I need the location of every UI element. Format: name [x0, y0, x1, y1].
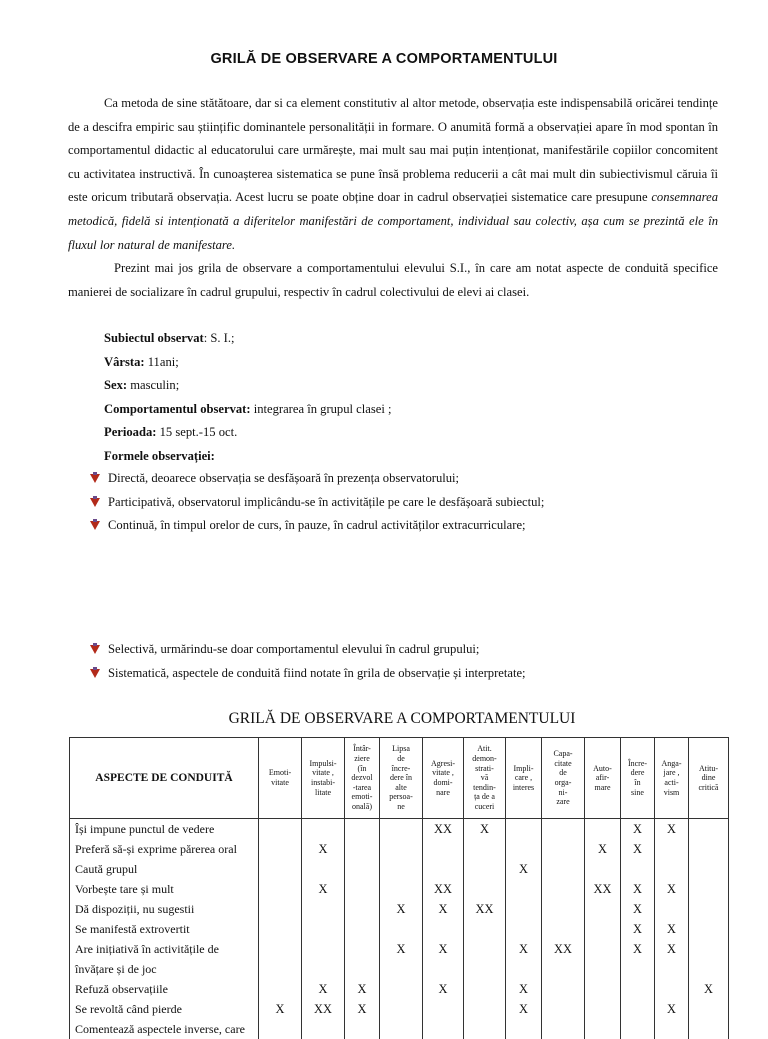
mark-cell — [542, 979, 585, 999]
mark-cell — [259, 899, 302, 919]
mark-cell — [585, 819, 621, 840]
mark-cell — [689, 839, 729, 859]
mark-cell — [621, 959, 655, 979]
table-title: GRILĂ DE OBSERVARE A COMPORTAMENTULUI — [0, 710, 768, 728]
table-body — [70, 819, 729, 1039]
mark-cell — [689, 899, 729, 919]
forms-list-second — [88, 638, 526, 685]
mark-cell — [542, 879, 585, 899]
table-row — [70, 939, 729, 959]
list-item-text: Participativă, observatorul implicându-se în activitățile pe care le desfășoară subiectul; — [108, 495, 544, 509]
list-item — [88, 467, 544, 491]
bullet-arrow-icon — [90, 521, 100, 530]
column-header: Anga- jare , acti- vism — [655, 738, 689, 819]
aspect-cell: Refuză observațiile — [70, 979, 259, 999]
aspect-cell: Se manifestă extrovertit — [70, 919, 259, 939]
mark-cell — [380, 879, 423, 899]
bullet-arrow-icon — [90, 645, 100, 654]
mark-cell: X — [345, 999, 380, 1019]
mark-cell — [423, 1019, 464, 1039]
mark-cell — [380, 919, 423, 939]
column-header: Agresi- vitate , domi- nare — [423, 738, 464, 819]
table-row — [70, 979, 729, 999]
behavior-value: integrarea în grupul clasei ; — [251, 402, 392, 416]
page-title: GRILĂ DE OBSERVARE A COMPORTAMENTULUI — [0, 51, 768, 67]
table-row — [70, 959, 729, 979]
mark-cell — [689, 879, 729, 899]
mark-cell — [689, 919, 729, 939]
mark-cell — [506, 839, 542, 859]
intro-text: Ca metoda de sine stătătoare, dar si ca element constitutiv al altor metode, observația este indispensabilă oricărei tendințe de a descifra empiric sau științific dominantele personalității in formare. O anumită formă a observației apare în mod spontan în comportamentul didactic al educatorului care urmărește, mai mult sau mai puțin intenționat, manifestările copiilor concomitent cu activitatea instructivă. În cunoașterea sistematica se pune însă problema reducerii a cât mai mult din subiectivismul căruia îi este oricum tributară observația. Acest lucru se poate obține doar in cadrul observației sistematice care presupune — [68, 96, 718, 204]
mark-cell — [380, 999, 423, 1019]
mark-cell — [302, 859, 345, 879]
mark-cell — [689, 859, 729, 879]
mark-cell: X — [655, 819, 689, 840]
mark-cell — [380, 859, 423, 879]
mark-cell — [345, 879, 380, 899]
mark-cell — [259, 1019, 302, 1039]
list-item — [88, 662, 526, 686]
mark-cell — [689, 939, 729, 959]
mark-cell: X — [464, 819, 506, 840]
bullet-arrow-icon — [90, 669, 100, 678]
mark-cell: XX — [585, 879, 621, 899]
list-item-text: Directă, deoarece observația se desfășoară în prezența observatorului; — [108, 471, 459, 485]
mark-cell — [655, 839, 689, 859]
mark-cell — [689, 819, 729, 840]
column-header: Atitu- dine critică — [689, 738, 729, 819]
intro-italic-text: consemnarea metodică, fidelă si intenționată a diferitelor manifestări de comportament, individual sau colectiv, așa cum se prezintă ele în fluxul lor natural de manifestare. — [68, 190, 718, 251]
mark-cell — [380, 1019, 423, 1039]
mark-cell — [423, 999, 464, 1019]
sex-label: Sex: — [104, 378, 127, 392]
mark-cell: X — [585, 839, 621, 859]
mark-cell: XX — [464, 899, 506, 919]
column-header: Lipsa de încre- dere în alte persoa- ne — [380, 738, 423, 819]
mark-cell: X — [655, 879, 689, 899]
mark-cell: X — [621, 879, 655, 899]
mark-cell — [506, 899, 542, 919]
mark-cell: XX — [423, 879, 464, 899]
mark-cell — [506, 819, 542, 840]
mark-cell — [345, 919, 380, 939]
mark-cell — [542, 1019, 585, 1039]
mark-cell: X — [689, 979, 729, 999]
mark-cell — [655, 1019, 689, 1039]
mark-cell — [621, 999, 655, 1019]
age-label: Vârsta: — [104, 355, 145, 369]
mark-cell — [621, 859, 655, 879]
mark-cell — [585, 939, 621, 959]
table-row — [70, 1019, 729, 1039]
column-header: Impli- care , interes — [506, 738, 542, 819]
mark-cell: X — [621, 819, 655, 840]
mark-cell — [345, 819, 380, 840]
list-item-text: Sistematică, aspectele de conduită fiind notate în grila de observație și interpretate; — [108, 666, 526, 680]
mark-cell — [302, 1019, 345, 1039]
forms-heading — [104, 449, 215, 464]
column-header: Încre- dere în sine — [621, 738, 655, 819]
mark-cell — [380, 839, 423, 859]
mark-cell — [585, 899, 621, 919]
behavior-label: Comportamentul observat: — [104, 402, 251, 416]
bullet-arrow-icon — [90, 474, 100, 483]
mark-cell — [302, 819, 345, 840]
mark-cell — [464, 999, 506, 1019]
mark-cell — [423, 959, 464, 979]
mark-cell: XX — [542, 939, 585, 959]
period-value: 15 sept.-15 oct. — [156, 425, 237, 439]
mark-cell — [689, 959, 729, 979]
mark-cell: X — [506, 979, 542, 999]
mark-cell: X — [621, 919, 655, 939]
list-item — [88, 514, 544, 538]
mark-cell: X — [655, 939, 689, 959]
mark-cell: X — [423, 939, 464, 959]
mark-cell: X — [380, 939, 423, 959]
table-row — [70, 879, 729, 899]
mark-cell — [345, 959, 380, 979]
mark-cell — [259, 879, 302, 899]
mark-cell — [423, 839, 464, 859]
sex-value: masculin; — [127, 378, 179, 392]
mark-cell — [259, 939, 302, 959]
table-header-row — [70, 738, 729, 819]
mark-cell — [655, 979, 689, 999]
intro-paragraph — [68, 92, 718, 257]
behavior-line — [104, 402, 392, 417]
mark-cell — [542, 899, 585, 919]
second-paragraph: Prezint mai jos grila de observare a comportamentului elevului S.I., în care am notat aspecte de conduită specifice manierei de socializare în cadrul grupului, respectiv în cadrul colectivului de elevi ai clasei. — [68, 257, 718, 304]
mark-cell — [585, 979, 621, 999]
mark-cell — [423, 919, 464, 939]
mark-cell: X — [506, 859, 542, 879]
mark-cell: X — [621, 939, 655, 959]
mark-cell — [585, 859, 621, 879]
mark-cell — [259, 839, 302, 859]
age-value: 11ani; — [145, 355, 179, 369]
column-header: Întâr- ziere (în dezvol -tarea emoti- onală) — [345, 738, 380, 819]
mark-cell: X — [302, 839, 345, 859]
mark-cell — [259, 979, 302, 999]
column-header: Impulsi- vitate , instabi- litate — [302, 738, 345, 819]
list-item-text: Selectivă, urmărindu-se doar comportamentul elevului în cadrul grupului; — [108, 642, 479, 656]
mark-cell — [621, 979, 655, 999]
mark-cell — [380, 819, 423, 840]
mark-cell — [302, 939, 345, 959]
aspect-cell: Caută grupul — [70, 859, 259, 879]
table-row — [70, 819, 729, 840]
aspect-cell: Dă dispoziții, nu sugestii — [70, 899, 259, 919]
mark-cell — [259, 959, 302, 979]
list-item-text: Continuă, în timpul orelor de curs, în pauze, în cadrul activităților extracurriculare; — [108, 518, 526, 532]
mark-cell — [585, 919, 621, 939]
aspect-cell: Se revoltă când pierde — [70, 999, 259, 1019]
mark-cell — [345, 839, 380, 859]
mark-cell: X — [506, 939, 542, 959]
period-line — [104, 425, 237, 440]
age-line — [104, 355, 179, 370]
mark-cell — [585, 959, 621, 979]
aspect-cell: Își impune punctul de vedere — [70, 819, 259, 840]
aspect-cell: învățare și de joc — [70, 959, 259, 979]
mark-cell — [345, 939, 380, 959]
mark-cell — [302, 959, 345, 979]
mark-cell — [423, 859, 464, 879]
mark-cell — [655, 899, 689, 919]
mark-cell — [302, 919, 345, 939]
subject-value: : S. I.; — [204, 331, 235, 345]
table-row — [70, 859, 729, 879]
aspect-cell: Comentează aspectele inverse, care — [70, 1019, 259, 1039]
column-header: Capa- citate de orga- ni- zare — [542, 738, 585, 819]
forms-label: Formele observației: — [104, 449, 215, 463]
mark-cell — [585, 999, 621, 1019]
mark-cell: X — [380, 899, 423, 919]
mark-cell — [380, 959, 423, 979]
mark-cell — [689, 1019, 729, 1039]
mark-cell — [464, 859, 506, 879]
column-header: Auto- afir- mare — [585, 738, 621, 819]
aspect-cell: Vorbește tare și mult — [70, 879, 259, 899]
mark-cell — [655, 959, 689, 979]
bullet-arrow-icon — [90, 498, 100, 507]
mark-cell — [542, 999, 585, 1019]
mark-cell — [585, 1019, 621, 1039]
mark-cell — [380, 979, 423, 999]
mark-cell — [464, 1019, 506, 1039]
table-row — [70, 999, 729, 1019]
mark-cell — [655, 859, 689, 879]
mark-cell — [464, 939, 506, 959]
mark-cell — [621, 1019, 655, 1039]
mark-cell: XX — [423, 819, 464, 840]
mark-cell — [345, 859, 380, 879]
mark-cell — [542, 959, 585, 979]
mark-cell: X — [423, 899, 464, 919]
mark-cell: X — [302, 979, 345, 999]
mark-cell: X — [621, 899, 655, 919]
list-item — [88, 638, 526, 662]
sex-line — [104, 378, 179, 393]
mark-cell: X — [655, 919, 689, 939]
mark-cell — [345, 1019, 380, 1039]
mark-cell: X — [345, 979, 380, 999]
mark-cell: X — [621, 839, 655, 859]
period-label: Perioada: — [104, 425, 156, 439]
table-row — [70, 899, 729, 919]
aspect-cell: Are inițiativă în activitățile de — [70, 939, 259, 959]
subject-label: Subiectul observat — [104, 331, 204, 345]
mark-cell: X — [506, 999, 542, 1019]
table-row — [70, 839, 729, 859]
mark-cell — [259, 919, 302, 939]
mark-cell — [464, 839, 506, 859]
mark-cell — [464, 979, 506, 999]
subject-line — [104, 331, 235, 346]
mark-cell — [542, 819, 585, 840]
mark-cell — [464, 919, 506, 939]
mark-cell — [506, 879, 542, 899]
mark-cell — [689, 999, 729, 1019]
mark-cell — [506, 919, 542, 939]
mark-cell — [259, 859, 302, 879]
mark-cell — [259, 819, 302, 840]
table-row — [70, 919, 729, 939]
mark-cell — [506, 959, 542, 979]
aspect-cell: Preferă să-și exprime părerea oral — [70, 839, 259, 859]
mark-cell: X — [655, 999, 689, 1019]
observation-grid-table — [69, 737, 729, 1039]
column-header: Atit. demon- strati- vă tendin- ța de a cuceri — [464, 738, 506, 819]
column-header: Emoti- vitate — [259, 738, 302, 819]
mark-cell: X — [423, 979, 464, 999]
mark-cell — [542, 919, 585, 939]
mark-cell — [542, 839, 585, 859]
mark-cell — [542, 859, 585, 879]
mark-cell — [464, 879, 506, 899]
mark-cell — [506, 1019, 542, 1039]
mark-cell: XX — [302, 999, 345, 1019]
mark-cell — [302, 899, 345, 919]
mark-cell — [345, 899, 380, 919]
list-item — [88, 491, 544, 515]
forms-list-first — [88, 467, 544, 538]
column-header-aspect: ASPECTE DE CONDUITĂ — [70, 738, 259, 819]
mark-cell — [464, 959, 506, 979]
mark-cell: X — [302, 879, 345, 899]
mark-cell: X — [259, 999, 302, 1019]
